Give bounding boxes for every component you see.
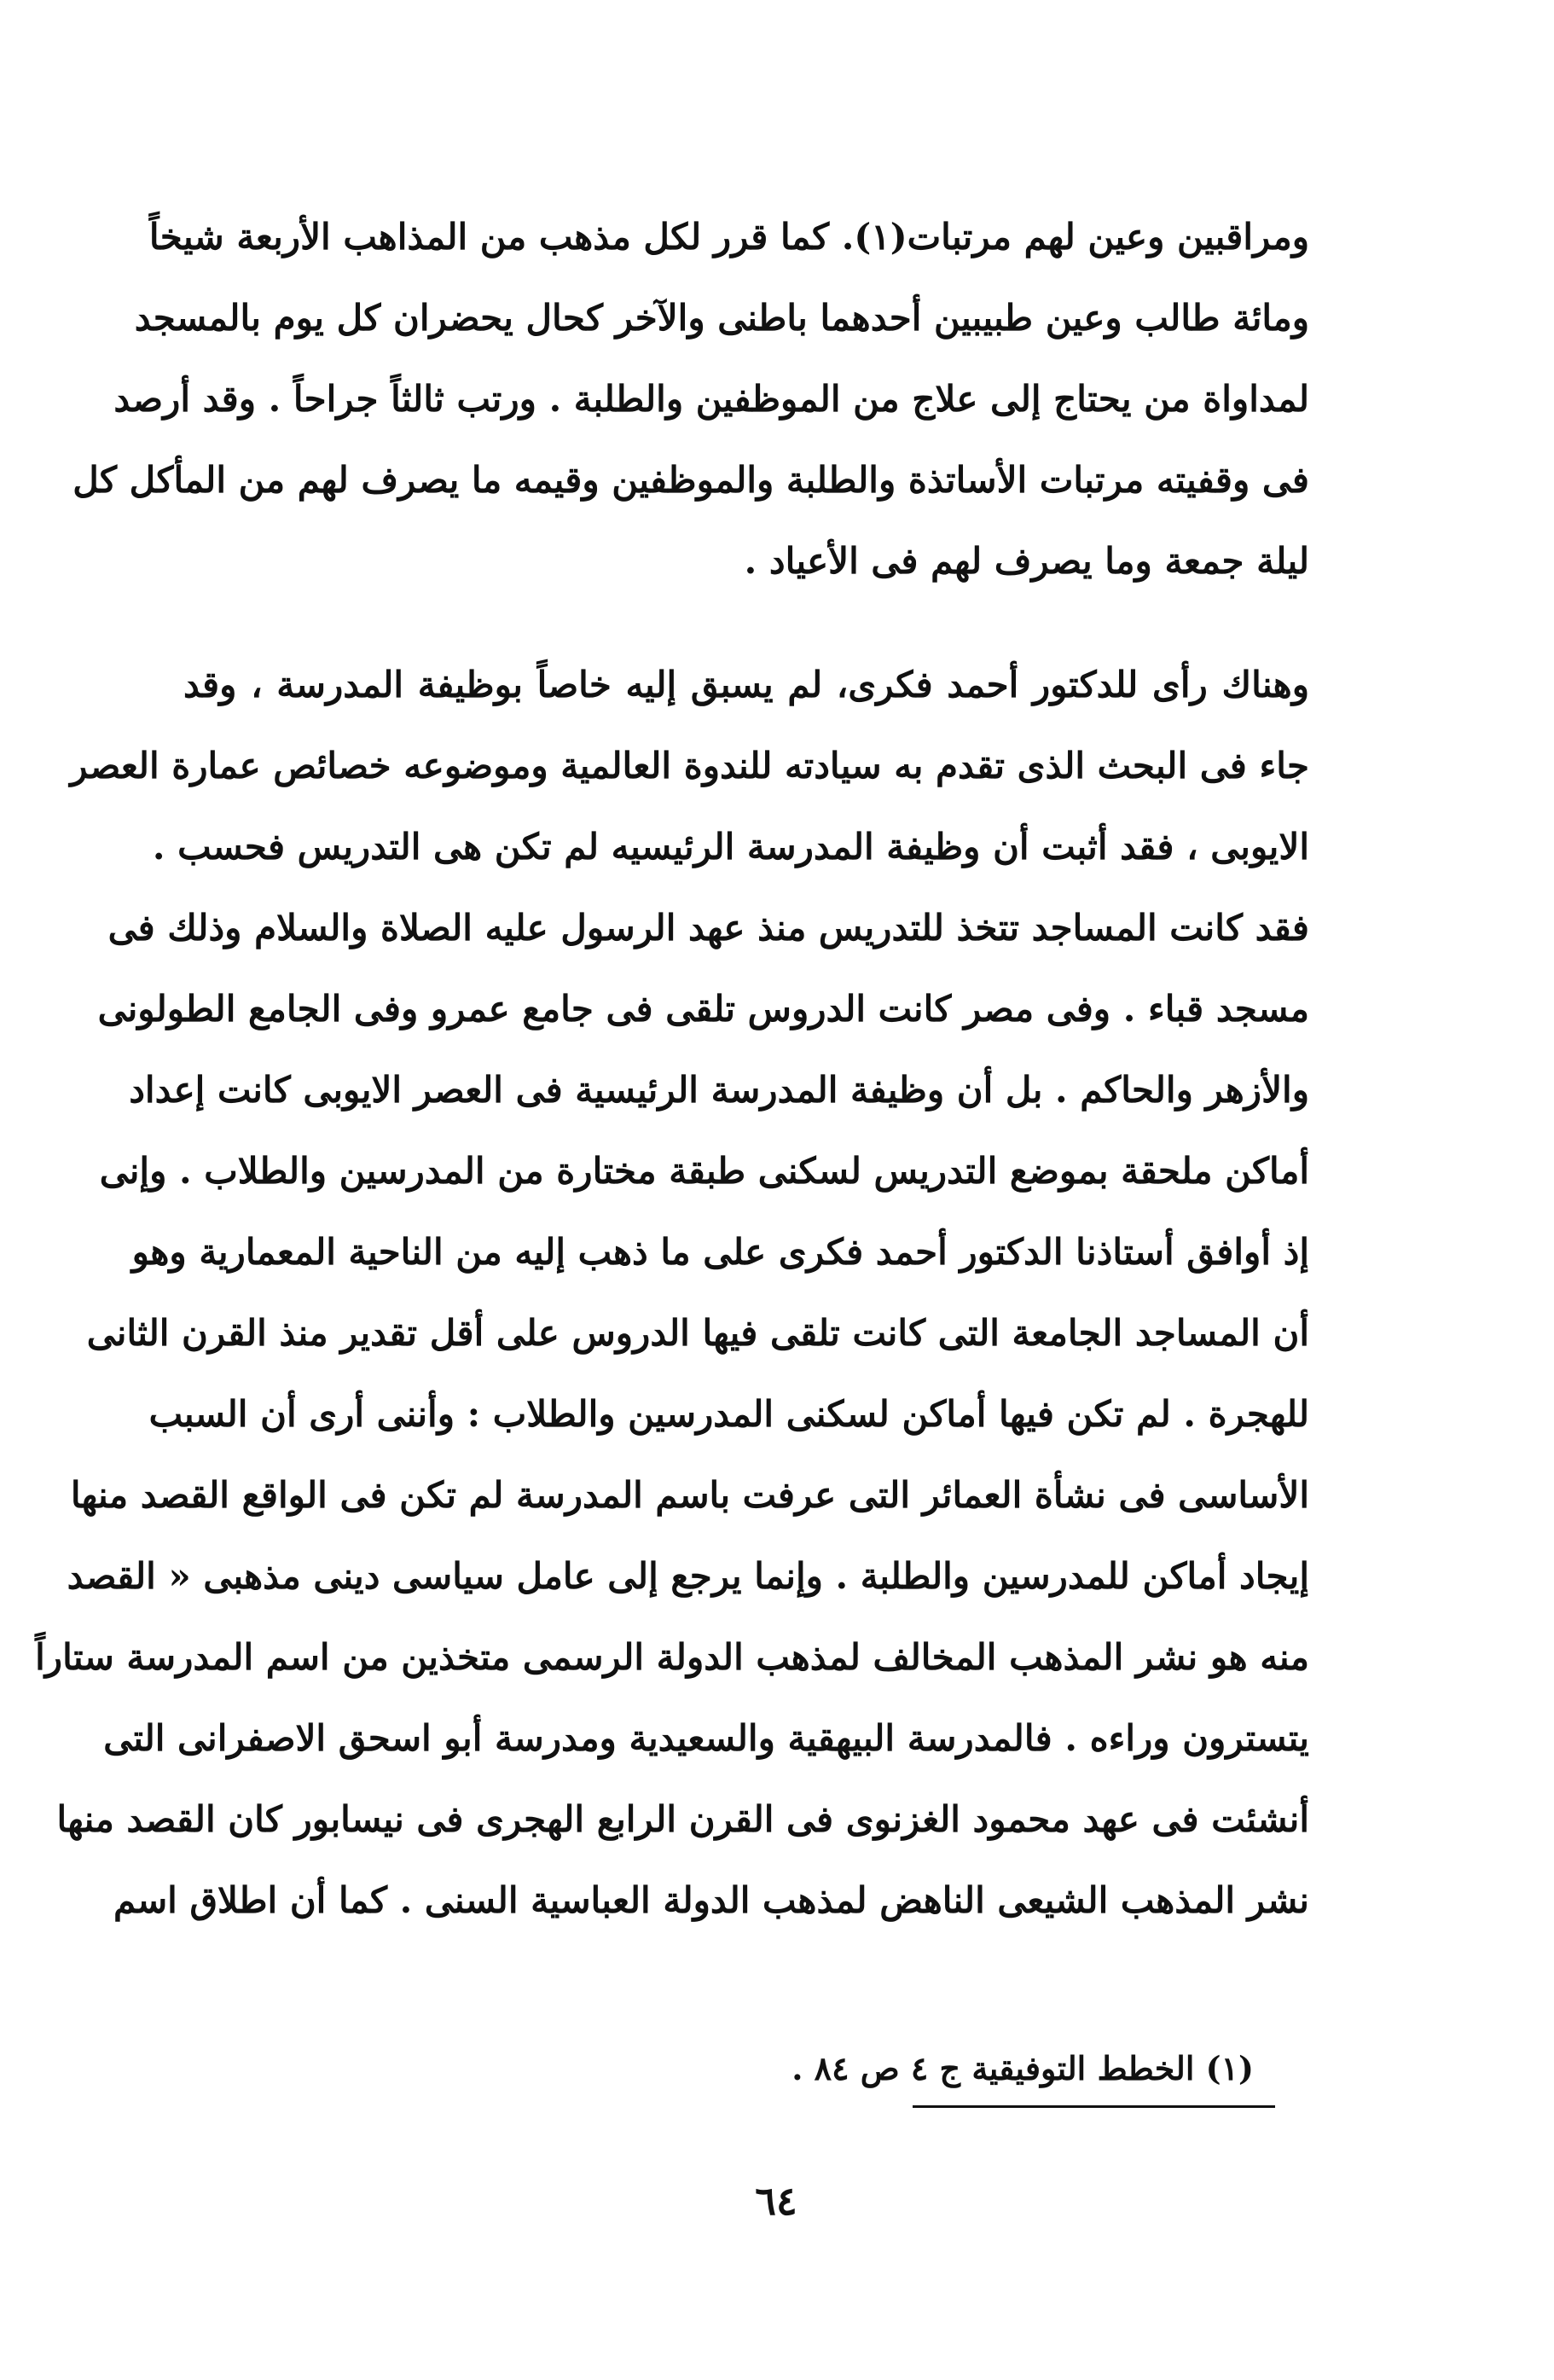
- text-line: إيجاد أماكن للمدرسين والطلبة . وإنما يرجع إلى عامل سياسى دينى مذهبى « القصد: [67, 1555, 1309, 1597]
- text-line: ومراقبين وعين لهم مرتبات(١). كما قرر لكل مذهب من المذاهب الأربعة شيخاً: [148, 216, 1309, 258]
- text-line: منه هو نشر المذهب المخالف لمذهب الدولة الرسمى متخذين من اسم المدرسة ستاراً: [35, 1636, 1309, 1678]
- text-line: ومائة طالب وعين طبيبين أحدهما باطنى والآخر كحال يحضران كل يوم بالمسجد: [134, 297, 1309, 339]
- text-line: نشر المذهب الشيعى الناهض لمذهب الدولة العباسية السنى . كما أن اطلاق اسم: [113, 1879, 1309, 1921]
- text-line: أن المساجد الجامعة التى كانت تلقى فيها الدروس على أقل تقدير منذ القرن الثانى: [86, 1312, 1309, 1354]
- text-line: جاء فى البحث الذى تقدم به سيادته للندوة العالمية وموضوعه خصائص عمارة العصر: [70, 745, 1309, 787]
- text-line: للهجرة . لم تكن فيها أماكن لسكنى المدرسين والطلاب : وأننى أرى أن السبب: [148, 1393, 1309, 1435]
- footnote-divider: [913, 2105, 1275, 2108]
- text-line: ليلة جمعة وما يصرف لهم فى الأعياد .: [744, 540, 1309, 582]
- text-line: وهناك رأى للدكتور أحمد فكرى، لم يسبق إليه خاصاً بوظيفة المدرسة ، وقد: [183, 664, 1309, 705]
- text-line: الايوبى ، فقد أثبت أن وظيفة المدرسة الرئيسيه لم تكن هى التدريس فحسب .: [152, 826, 1309, 868]
- text-line: فقد كانت المساجد تتخذ للتدريس منذ عهد الرسول عليه الصلاة والسلام وذلك فى: [107, 907, 1309, 949]
- text-line: الأساسى فى نشأة العمائر التى عرفت باسم المدرسة لم تكن فى الواقع القصد منها: [70, 1474, 1309, 1516]
- footnote: (١) الخطط التوفيقية ج ٤ ص ٨٤ .: [791, 2049, 1254, 2087]
- page-number: ٦٤: [755, 2178, 797, 2224]
- text-line: إذ أوافق أستاذنا الدكتور أحمد فكرى على ما ذهب إليه من الناحية المعمارية وهو: [131, 1231, 1309, 1273]
- text-line: أنشئت فى عهد محمود الغزنوى فى القرن الرابع الهجرى فى نيسابور كان القصد منها: [56, 1798, 1309, 1840]
- text-line: لمداواة من يحتاج إلى علاج من الموظفين والطلبة . ورتب ثالثاً جراحاً . وقد أرصد: [113, 378, 1309, 420]
- text-line: مسجد قباء . وفى مصر كانت الدروس تلقى فى جامع عمرو وفى الجامع الطولونى: [97, 988, 1309, 1030]
- text-line: والأزهر والحاكم . بل أن وظيفة المدرسة الرئيسية فى العصر الايوبى كانت إعداد: [129, 1069, 1309, 1111]
- text-line: فى وقفيته مرتبات الأساتذة والطلبة والموظفين وقيمه ما يصرف لهم من المأكل كل: [72, 459, 1309, 501]
- text-line: أماكن ملحقة بموضع التدريس لسكنى طبقة مختارة من المدرسين والطلاب . وإنى: [99, 1150, 1309, 1192]
- text-line: يتسترون وراءه . فالمدرسة البيهقية والسعيدية ومدرسة أبو اسحق الاصفرانى التى: [103, 1717, 1309, 1759]
